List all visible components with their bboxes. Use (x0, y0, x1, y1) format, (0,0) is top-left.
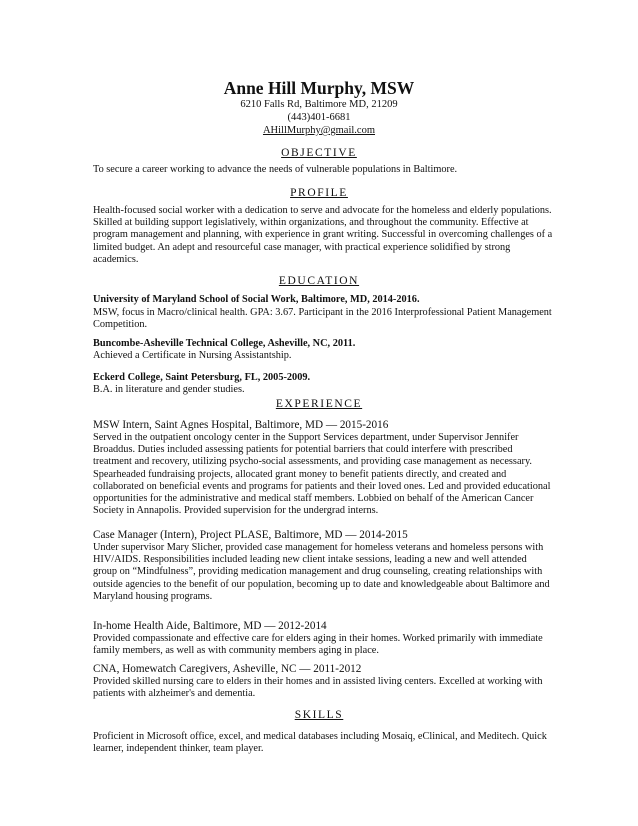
experience-title-3: In-home Health Aide, Baltimore, MD — 2012-2014 (93, 620, 327, 632)
education-school-2: Buncombe-Asheville Technical College, Asheville, NC, 2011. (93, 338, 356, 349)
profile-text: Health-focused social worker with a dedication to serve and advocate for the homeless and elderly populations. Skilled at building support legislatively, within organizations, and throughout the community. Effective at program management and planning, with experience in grant writing. Successful in overcoming challenges of a limited budget. An adept and resourceful case manager, with practical experience solidified by strong academics. (93, 205, 553, 265)
education-school-1: University of Maryland School of Social Work, Baltimore, MD, 2014-2016. (93, 294, 420, 305)
experience-description-4: Provided skilled nursing care to elders in their homes and in assisted living centers. Excelled at working with patients with alzheimer's and dementia. (93, 676, 543, 700)
skills-heading: SKILLS (294, 709, 344, 721)
education-school-3: Eckerd College, Saint Petersburg, FL, 2005-2009. (93, 372, 311, 383)
experience-description-1: Served in the outpatient oncology center in the Support Services department, under Supervisor Jennifer Broaddus. Duties included assessing patients for potential barriers that could interfere with prescribed treatment and recovery, utilizing psycho-social assessments, and providing case management as necessary. Spearheaded fundraising projects, allocated grant money to benefit patients directly, and created and collaborated on beneficial events and programs for patients and their loved ones. Led and provided educational opportunities for the administrative and medical staff members. Lobbied on behalf of the American Cancer Society in Annapolis. Provided supervision for the undergrad interns. (93, 432, 551, 517)
objective-text: To secure a career working to advance the needs of vulnerable populations in Baltimore. (93, 164, 458, 175)
email-link[interactable]: AHillMurphy@gmail.com (262, 125, 376, 136)
profile-heading: PROFILE (290, 187, 348, 199)
candidate-name: Anne Hill Murphy, MSW (223, 78, 415, 98)
experience-title-1: MSW Intern, Saint Agnes Hospital, Baltimore, MD — 2015-2016 (93, 419, 389, 431)
education-details-1: MSW, focus in Macro/clinical health. GPA: 3.67. Participant in the 2016 Interprofessional Patient Management Competition. (93, 307, 552, 331)
education-details-2: Achieved a Certificate in Nursing Assistantship. (93, 350, 292, 361)
education-details-3: B.A. in literature and gender studies. (93, 384, 245, 395)
experience-heading: EXPERIENCE (275, 398, 363, 410)
skills-text: Proficient in Microsoft office, excel, and medical databases including Mosaiq, eClinical, and Meditech. Quick learner, independent thinker, team player. (93, 731, 547, 755)
experience-title-4: CNA, Homewatch Caregivers, Asheville, NC — 2011-2012 (93, 663, 362, 675)
address: 6210 Falls Rd, Baltimore MD, 21209 (240, 99, 398, 110)
phone: (443)401-6681 (287, 112, 351, 123)
experience-title-2: Case Manager (Intern), Project PLASE, Baltimore, MD — 2014-2015 (93, 529, 408, 541)
experience-description-3: Provided compassionate and effective care for elders aging in their homes. Worked primarily with immediate family members, as well as with community members aging in place. (93, 633, 543, 657)
objective-heading: OBJECTIVE (281, 147, 357, 159)
experience-description-2: Under supervisor Mary Slicher, provided case management for homeless veterans and homeless persons with HIV/AIDS. Responsibilities included leading new client intake sessions, leading a new and well attended group on “Mindfulness”, providing medication management and drug counseling, creating relationships with outside agencies to the benefit of our population, becoming up to date and knowledgeable about Baltimore and Maryland housing programs. (93, 542, 550, 602)
education-heading: EDUCATION (278, 275, 360, 287)
